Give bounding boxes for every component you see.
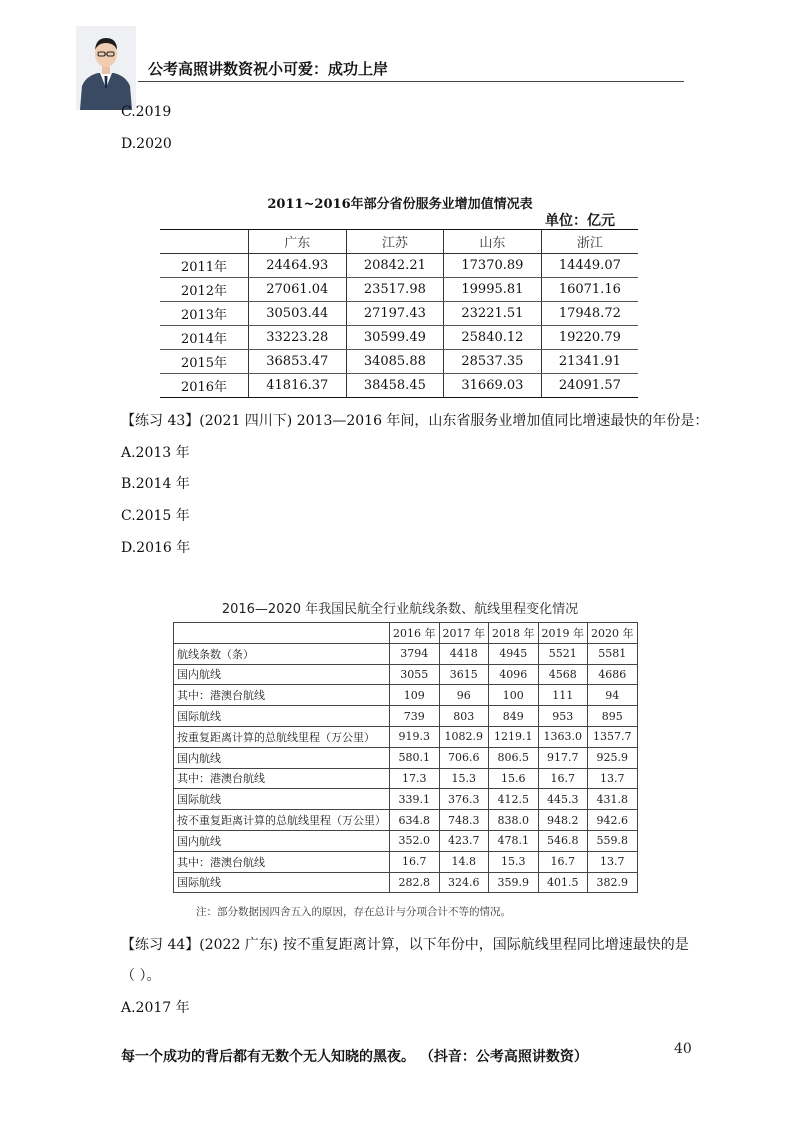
- q43-option-a: A.2013 年: [121, 445, 190, 461]
- cell: 23221.51: [444, 302, 542, 326]
- cell: 28537.35: [444, 350, 542, 374]
- row-label: 国内航线: [174, 664, 390, 685]
- cell: 24091.57: [541, 374, 638, 398]
- cell: 546.8: [538, 830, 588, 851]
- cell: 3055: [390, 664, 440, 685]
- cell: 359.9: [489, 872, 539, 893]
- cell: 13.7: [588, 851, 638, 872]
- cell: 109: [390, 685, 440, 706]
- cell: 838.0: [489, 810, 539, 831]
- header-cell: 浙江: [541, 230, 638, 254]
- cell: 41816.37: [249, 374, 347, 398]
- footer-motto: 每一个成功的背后都有无数个无人知晓的黑夜。 （抖音：公考高照讲数资）: [121, 1049, 588, 1065]
- cell: 423.7: [439, 830, 489, 851]
- cell: 352.0: [390, 830, 440, 851]
- avatar: [76, 26, 136, 110]
- cell: 942.6: [588, 810, 638, 831]
- table-row: [174, 664, 638, 685]
- cell: 4945: [489, 643, 539, 664]
- cell: 20842.21: [346, 254, 444, 278]
- cell: 339.1: [390, 789, 440, 810]
- header-cell: 2019 年: [538, 623, 588, 644]
- person-photo-icon: [76, 26, 136, 110]
- cell: 33223.28: [249, 326, 347, 350]
- cell: 100: [489, 685, 539, 706]
- cell: 27197.43: [346, 302, 444, 326]
- cell: 580.1: [390, 747, 440, 768]
- page-number: 40: [674, 1041, 692, 1057]
- cell: 24464.93: [249, 254, 347, 278]
- table1-unit: 单位：亿元: [545, 213, 615, 229]
- cell: 478.1: [489, 830, 539, 851]
- table-row: [160, 326, 638, 350]
- cell: 925.9: [588, 747, 638, 768]
- option-c: C.2019: [121, 104, 172, 120]
- cell: 5521: [538, 643, 588, 664]
- table2-note: 注：部分数据因四舍五入的原因，存在总计与分项合计不等的情况。: [196, 906, 511, 918]
- cell: 948.2: [538, 810, 588, 831]
- row-label: 2013年: [160, 302, 249, 326]
- header-title: 公考高照讲数资祝小可爱：成功上岸: [148, 60, 389, 78]
- cell: 38458.45: [346, 374, 444, 398]
- row-label: 其中：港澳台航线: [174, 851, 390, 872]
- cell: 17.3: [390, 768, 440, 789]
- row-label: 国际航线: [174, 789, 390, 810]
- row-label: 2015年: [160, 350, 249, 374]
- cell: 4418: [439, 643, 489, 664]
- cell: 13.7: [588, 768, 638, 789]
- cell: 19220.79: [541, 326, 638, 350]
- table-row: [160, 374, 638, 398]
- cell: 559.8: [588, 830, 638, 851]
- cell: 401.5: [538, 872, 588, 893]
- table-row: [174, 872, 638, 893]
- question-43: 【练习 43】(2021 四川下) 2013—2016 年间，山东省服务业增加值同比增速最快的年份是：: [121, 413, 709, 429]
- cell: 111: [538, 685, 588, 706]
- table-row: [160, 302, 638, 326]
- option-d: D.2020: [121, 136, 172, 152]
- row-label: 2011年: [160, 254, 249, 278]
- row-label: 2016年: [160, 374, 249, 398]
- q44-option-a: A.2017 年: [121, 1000, 190, 1016]
- cell: 445.3: [538, 789, 588, 810]
- table-row: [174, 851, 638, 872]
- cell: 3794: [390, 643, 440, 664]
- row-label: 其中：港澳台航线: [174, 768, 390, 789]
- cell: 94: [588, 685, 638, 706]
- cell: 16.7: [538, 851, 588, 872]
- table-row: [160, 350, 638, 374]
- cell: 1082.9: [439, 726, 489, 747]
- cell: 376.3: [439, 789, 489, 810]
- cell: 16071.16: [541, 278, 638, 302]
- cell: 706.6: [439, 747, 489, 768]
- row-label: 按不重复距离计算的总航线里程（万公里）: [174, 810, 390, 831]
- row-label: 国内航线: [174, 747, 390, 768]
- cell: 14.8: [439, 851, 489, 872]
- header-cell: 2018 年: [489, 623, 539, 644]
- cell: 803: [439, 706, 489, 727]
- airline-routes-table: [173, 622, 638, 893]
- header-cell: [160, 230, 249, 254]
- cell: 634.8: [390, 810, 440, 831]
- cell: 431.8: [588, 789, 638, 810]
- cell: 324.6: [439, 872, 489, 893]
- header-cell: 2017 年: [439, 623, 489, 644]
- table-row: [160, 278, 638, 302]
- cell: 17948.72: [541, 302, 638, 326]
- row-label: 2014年: [160, 326, 249, 350]
- cell: 1363.0: [538, 726, 588, 747]
- cell: 919.3: [390, 726, 440, 747]
- cell: 25840.12: [444, 326, 542, 350]
- cell: 36853.47: [249, 350, 347, 374]
- row-label: 国际航线: [174, 706, 390, 727]
- table-row: [174, 789, 638, 810]
- cell: 748.3: [439, 810, 489, 831]
- cell: 4686: [588, 664, 638, 685]
- cell: 1219.1: [489, 726, 539, 747]
- cell: 4096: [489, 664, 539, 685]
- header-cell: 2016 年: [390, 623, 440, 644]
- cell: 21341.91: [541, 350, 638, 374]
- cell: 382.9: [588, 872, 638, 893]
- header-divider: [138, 81, 684, 82]
- cell: 1357.7: [588, 726, 638, 747]
- cell: 30503.44: [249, 302, 347, 326]
- cell: 806.5: [489, 747, 539, 768]
- table-header-row: [174, 623, 638, 644]
- cell: 412.5: [489, 789, 539, 810]
- q43-option-b: B.2014 年: [121, 476, 190, 492]
- cell: 3615: [439, 664, 489, 685]
- table-row: [174, 768, 638, 789]
- services-value-table: [160, 229, 638, 398]
- table-row: [174, 643, 638, 664]
- header-cell: 广东: [249, 230, 347, 254]
- table-row: [174, 830, 638, 851]
- header-cell: 山东: [444, 230, 542, 254]
- row-label: 2012年: [160, 278, 249, 302]
- table-row: [174, 706, 638, 727]
- header-cell: 2020 年: [588, 623, 638, 644]
- table-row: [174, 726, 638, 747]
- cell: 953: [538, 706, 588, 727]
- cell: 4568: [538, 664, 588, 685]
- cell: 34085.88: [346, 350, 444, 374]
- table-row: [174, 747, 638, 768]
- header-cell: [174, 623, 390, 644]
- question-44-blank: （ ）。: [121, 968, 161, 984]
- q43-option-d: D.2016 年: [121, 540, 191, 556]
- cell: 16.7: [390, 851, 440, 872]
- row-label: 国内航线: [174, 830, 390, 851]
- cell: 16.7: [538, 768, 588, 789]
- row-label: 国际航线: [174, 872, 390, 893]
- cell: 917.7: [538, 747, 588, 768]
- row-label: 按重复距离计算的总航线里程（万公里）: [174, 726, 390, 747]
- cell: 14449.07: [541, 254, 638, 278]
- cell: 27061.04: [249, 278, 347, 302]
- cell: 31669.03: [444, 374, 542, 398]
- cell: 23517.98: [346, 278, 444, 302]
- table-header-row: [160, 230, 638, 254]
- table-row: [160, 254, 638, 278]
- cell: 30599.49: [346, 326, 444, 350]
- cell: 96: [439, 685, 489, 706]
- table-row: [174, 685, 638, 706]
- cell: 895: [588, 706, 638, 727]
- cell: 849: [489, 706, 539, 727]
- table-row: [174, 810, 638, 831]
- question-44: 【练习 44】(2022 广东) 按不重复距离计算，以下年份中，国际航线里程同比增速最快的是: [121, 937, 689, 953]
- cell: 15.6: [489, 768, 539, 789]
- cell: 17370.89: [444, 254, 542, 278]
- row-label: 航线条数（条）: [174, 643, 390, 664]
- cell: 15.3: [439, 768, 489, 789]
- table2-title: 2016—2020 年我国民航全行业航线条数、航线里程变化情况: [221, 602, 579, 617]
- header-cell: 江苏: [346, 230, 444, 254]
- cell: 282.8: [390, 872, 440, 893]
- q43-option-c: C.2015 年: [121, 508, 190, 524]
- row-label: 其中：港澳台航线: [174, 685, 390, 706]
- cell: 5581: [588, 643, 638, 664]
- cell: 19995.81: [444, 278, 542, 302]
- cell: 739: [390, 706, 440, 727]
- table1-title: 2011~2016年部分省份服务业增加值情况表: [267, 197, 533, 212]
- cell: 15.3: [489, 851, 539, 872]
